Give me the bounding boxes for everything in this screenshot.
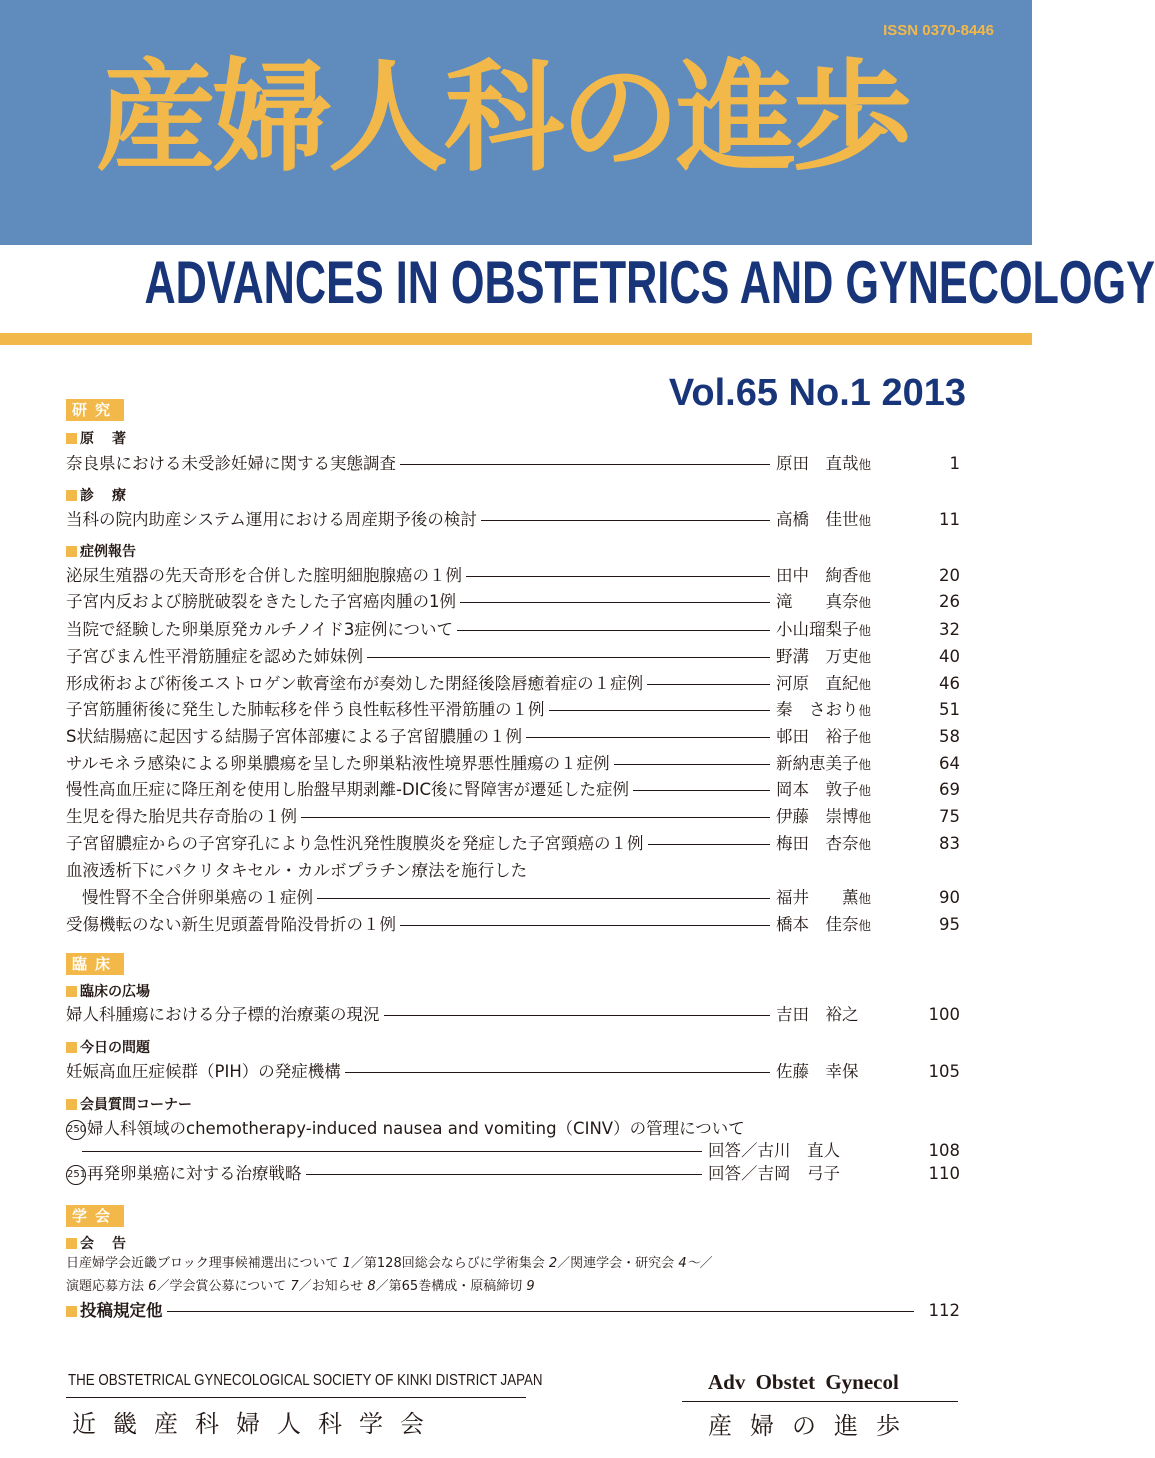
entry-author: 原田 直哉他: [774, 451, 871, 478]
bullet-square: [66, 490, 77, 501]
entry-author: 梅田 杏奈他: [774, 831, 871, 858]
entry-page: 32: [939, 620, 960, 639]
bullet-square: [66, 1099, 77, 1110]
entry-title: 慢性腎不全合併卵巣癌の１症例: [82, 885, 317, 911]
entry-author: 小山瑠梨子他: [774, 617, 871, 644]
entry-author: 橋本 佳奈他: [774, 912, 871, 939]
subsection-todays-problem: 今日の問題: [66, 1039, 150, 1057]
notice-line-2: 演題応募方法 6／学会賞公募について 7／お知らせ 8／第65巻構成・原稿締切 9: [66, 1279, 535, 1294]
cover-header: [0, 0, 1032, 245]
entry-author: 佐藤 幸保: [774, 1059, 859, 1085]
toc-entry[interactable]: [0, 451, 1032, 477]
entry-page: 69: [939, 780, 960, 799]
entry-page: 105: [928, 1062, 960, 1081]
entry-author: 伊藤 崇博他: [774, 804, 871, 831]
entry-title-lead: 血液透析下にパクリタキセル・カルボプラチン療法を施行した: [66, 858, 531, 884]
toc-entry[interactable]: [0, 644, 1032, 670]
entry-title: 受傷機転のない新生児頭蓋骨陥没骨折の１例: [66, 912, 400, 938]
toc-entry[interactable]: [0, 751, 1032, 777]
entry-author: 邨田 裕子他: [774, 724, 871, 751]
entry-title: 形成術および術後エストロゲン軟膏塗布が奏効した閉経後陰唇癒着症の１症例: [66, 671, 647, 697]
entry-title: 奈良県における未受診妊婦に関する実態調査: [66, 451, 400, 477]
volume-label: Vol.65 No.1 2013: [668, 372, 966, 414]
toc-entry-lead: [0, 858, 1032, 884]
toc-entry[interactable]: [0, 912, 1032, 938]
gold-divider: [0, 333, 1032, 345]
entry-page: 83: [939, 834, 960, 853]
entry-page: 95: [939, 915, 960, 934]
toc-entry[interactable]: [0, 777, 1032, 803]
toc-entry[interactable]: [0, 507, 1032, 533]
entry-author: 秦 さおり他: [774, 697, 871, 724]
entry-title: 慢性高血圧症に降圧剤を使用し胎盤早期剥離-DIC後に腎障害が遷延した症例: [66, 777, 633, 803]
entry-author: 田中 絢香他: [774, 563, 871, 590]
question-number: 251: [66, 1165, 86, 1185]
entry-author: 滝 真奈他: [774, 589, 871, 616]
entry-author: 岡本 敦子他: [774, 777, 871, 804]
section-clinical: 臨床: [66, 953, 124, 975]
toc-entry[interactable]: [0, 563, 1032, 589]
subsection-submission: 投稿規定他: [66, 1298, 167, 1324]
entry-title: 生児を得た胎児共存奇胎の１例: [66, 804, 301, 830]
bullet-square: [66, 433, 77, 444]
entry-page: 112: [928, 1301, 960, 1320]
entry-author: 回答／吉岡 弓子: [706, 1161, 840, 1187]
entry-page: 90: [939, 888, 960, 907]
section-society: 学会: [66, 1205, 124, 1227]
bullet-square: [66, 1042, 77, 1053]
entry-title: 婦人科腫瘍における分子標的治療薬の現況: [66, 1002, 384, 1028]
entry-page: 64: [939, 754, 960, 773]
subsection-original: 原著: [66, 430, 144, 448]
society-name-jp: 近畿産科婦人科学会: [72, 1410, 441, 1438]
entry-page: 100: [928, 1005, 960, 1024]
entry-page: 26: [939, 592, 960, 611]
toc-entry[interactable]: [0, 831, 1032, 857]
entry-title: サルモネラ感染による卵巣膿瘍を呈した卵巣粘液性境界悪性腫瘍の１症例: [66, 751, 614, 777]
entry-author: 吉田 裕之: [774, 1002, 859, 1028]
entry-title: 子宮内反および膀胱破裂をきたした子宮癌肉腫の1例: [66, 589, 460, 615]
entry-page: 110: [928, 1164, 960, 1183]
bullet-square: [66, 546, 77, 557]
entry-title: S状結腸癌に起因する結腸子宮体部瘻による子宮留膿腫の１例: [66, 724, 526, 750]
toc-entry[interactable]: [0, 671, 1032, 697]
question-number: 250: [66, 1120, 86, 1140]
entry-author: 高橋 佳世他: [774, 507, 871, 534]
leader-line: [66, 1311, 914, 1312]
entry-author: 福井 薫他: [774, 885, 871, 912]
bullet-square: [66, 1306, 77, 1317]
entry-page: 108: [928, 1141, 960, 1160]
entry-page: 51: [939, 700, 960, 719]
entry-author: 回答／古川 直人: [706, 1138, 840, 1164]
entry-author: 河原 直紀他: [774, 671, 871, 698]
footer-rule: [682, 1401, 958, 1402]
subsection-case-report: 症例報告: [66, 543, 136, 561]
leader-line: [82, 1151, 702, 1152]
subsection-clinical-forum: 臨床の広場: [66, 983, 150, 1001]
entry-page: 75: [939, 807, 960, 826]
toc-entry[interactable]: [0, 724, 1032, 750]
entry-title: 子宮びまん性平滑筋腫症を認めた姉妹例: [66, 644, 367, 670]
toc-entry-submission[interactable]: [0, 1298, 1032, 1324]
bullet-square: [66, 986, 77, 997]
entry-page: 1: [949, 454, 960, 473]
journal-title-jp: 産婦人科の進歩: [96, 47, 908, 188]
section-research: 研究: [66, 399, 124, 421]
notice-line-1: 日産婦学会近畿ブロック理事候補選出について 1／第128回総会ならびに学術集会 2／関連学会・研究会 4〜／: [66, 1256, 713, 1271]
toc-entry[interactable]: [0, 885, 1032, 911]
entry-page: 58: [939, 727, 960, 746]
toc-entry[interactable]: [0, 1002, 1032, 1028]
footer-rule: [66, 1397, 526, 1398]
entry-author: 新納恵美子他: [774, 751, 871, 778]
entry-title: 当科の院内助産システム運用における周産期予後の検討: [66, 507, 481, 533]
entry-page: 20: [939, 566, 960, 585]
entry-page: 11: [939, 510, 960, 529]
entry-title: 当院で経験した卵巣原発カルチノイド3症例について: [66, 617, 457, 643]
society-name-en: THE OBSTETRICAL GYNECOLOGICAL SOCIETY OF KINKI DISTRICT JAPAN: [68, 1372, 543, 1389]
entry-title: 子宮留膿症からの子宮穿孔により急性汎発性腹膜炎を発症した子宮頸癌の１例: [66, 831, 648, 857]
entry-title: 子宮筋腫術後に発生した肺転移を伴う良性転移性平滑筋腫の１例: [66, 697, 549, 723]
entry-title: 泌尿生殖器の先天奇形を合併した腟明細胞腺癌の１例: [66, 563, 466, 589]
toc-entry[interactable]: [0, 804, 1032, 830]
bullet-square: [66, 1238, 77, 1249]
subsection-clinical-study: 診療: [66, 487, 144, 505]
journal-title-en: ADVANCES IN OBSTETRICS AND GYNECOLOGY: [144, 249, 1155, 316]
subsection-qa: 会員質問コーナー: [66, 1096, 192, 1114]
entry-title: 250婦人科領域のchemotherapy-induced nausea and vomiting（CINV）の管理について: [66, 1116, 749, 1142]
toc-entry[interactable]: [0, 697, 1032, 723]
toc-entry[interactable]: [0, 1161, 1032, 1187]
journal-abbreviation-en: Adv Obstet Gynecol: [708, 1370, 899, 1394]
entry-page: 46: [939, 674, 960, 693]
issn: ISSN 0370-8446: [883, 22, 994, 39]
toc-entry[interactable]: [0, 589, 1032, 615]
subsection-notice: 会告: [66, 1235, 144, 1253]
entry-title: 妊娠高血圧症候群（PIH）の発症機構: [66, 1059, 345, 1085]
entry-author: 野溝 万吏他: [774, 644, 871, 671]
toc-entry[interactable]: [0, 617, 1032, 643]
entry-title: 251再発卵巣癌に対する治療戦略: [66, 1161, 306, 1187]
journal-abbreviation-jp: 産婦の進歩: [708, 1412, 918, 1440]
toc-entry[interactable]: [0, 1059, 1032, 1085]
entry-page: 40: [939, 647, 960, 666]
